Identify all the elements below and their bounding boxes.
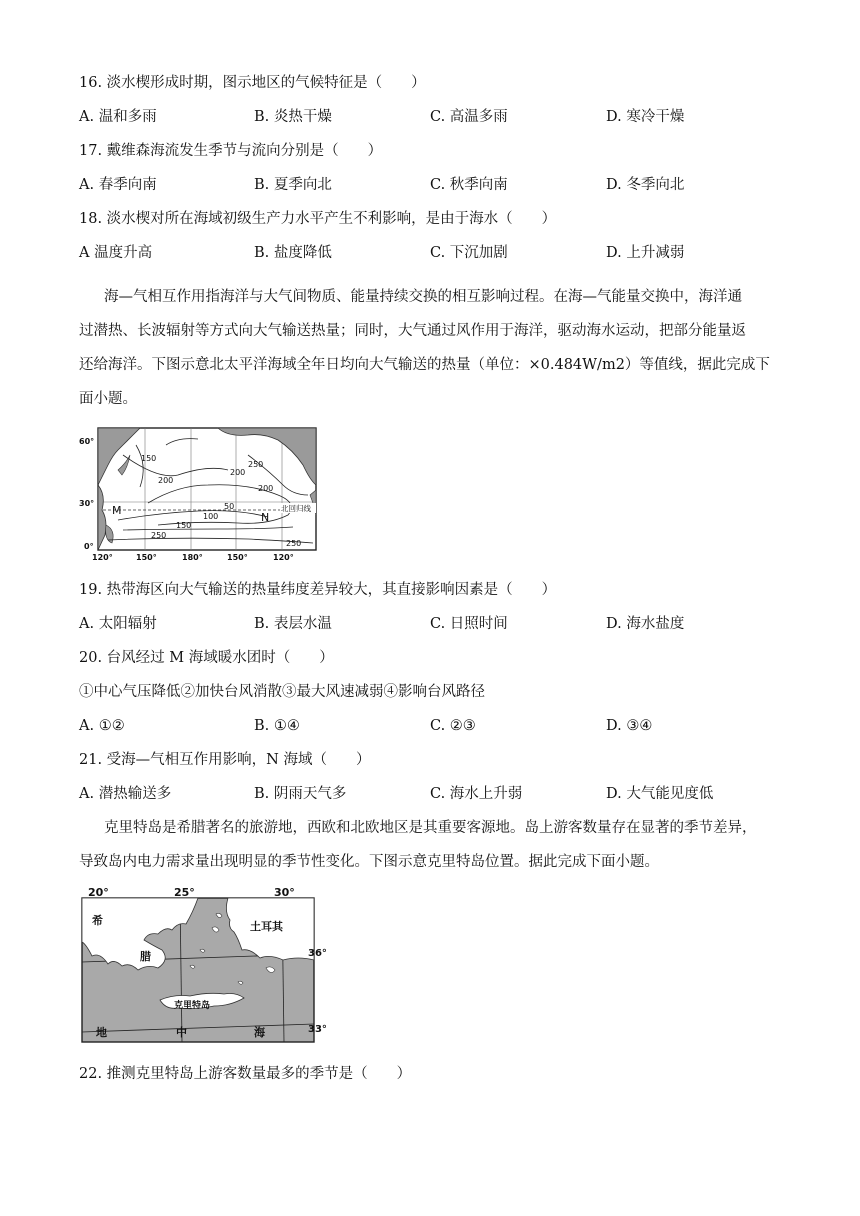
label-turkey: 土耳其 bbox=[250, 920, 283, 933]
lon-label: 120° bbox=[92, 553, 113, 562]
q18-option-d: D. 上升减弱 bbox=[606, 245, 685, 261]
label-med-2: 中 bbox=[176, 1026, 187, 1039]
q17-option-c: C. 秋季向南 bbox=[430, 177, 508, 193]
passage1-line-3: 还给海洋。下图示意北太平洋海域全年日均向大气输送的热量（单位：×0.484W/m2）等值线，据此完成下 bbox=[79, 357, 770, 373]
contour-label: 200 bbox=[158, 476, 174, 485]
label-med-1: 地 bbox=[96, 1026, 107, 1039]
label-med-3: 海 bbox=[254, 1026, 265, 1039]
q21-option-d: D. 大气能见度低 bbox=[606, 786, 714, 802]
q16-option-a: A. 温和多雨 bbox=[79, 109, 157, 125]
q19-option-a: A. 太阳辐射 bbox=[79, 616, 157, 632]
crete-location-map bbox=[78, 884, 338, 1048]
label-greece-1: 希 bbox=[92, 914, 103, 927]
north-pacific-heat-map bbox=[78, 425, 318, 563]
passage1-line-4: 面小题。 bbox=[79, 391, 137, 407]
lon-label: 120° bbox=[273, 553, 294, 562]
label-greece-2: 腊 bbox=[140, 950, 151, 963]
q16-option-c: C. 高温多雨 bbox=[430, 109, 508, 125]
q18-option-c: C. 下沉加剧 bbox=[430, 245, 508, 261]
q17-option-a: A. 春季向南 bbox=[79, 177, 157, 193]
q16-stem: 16. 淡水楔形成时期，图示地区的气候特征是（ ） bbox=[79, 75, 426, 91]
contour-label: 100 bbox=[203, 512, 219, 521]
lat-label: 30° bbox=[79, 499, 95, 508]
lon-label: 30° bbox=[274, 886, 295, 899]
lon-label: 20° bbox=[88, 886, 109, 899]
q16-option-b: B. 炎热干燥 bbox=[254, 109, 332, 125]
contour-label: 250 bbox=[286, 539, 302, 548]
contour-label: 150 bbox=[141, 454, 157, 463]
contour-label: 250 bbox=[248, 460, 264, 469]
point-label-n: N bbox=[261, 511, 270, 524]
contour-label: 200 bbox=[258, 484, 274, 493]
q20-statements: ①中心气压降低②加快台风消散③最大风速减弱④影响台风路径 bbox=[79, 684, 485, 700]
q20-option-b: B. ①④ bbox=[254, 718, 300, 734]
lat-label: 36° bbox=[308, 948, 327, 959]
contour-label: 250 bbox=[151, 531, 167, 540]
q18-stem: 18. 淡水楔对所在海域初级生产力水平产生不利影响，是由于海水（ ） bbox=[79, 211, 557, 227]
passage2-line-1: 克里特岛是希腊著名的旅游地，西欧和北欧地区是其重要客源地。岛上游客数量存在显著的季节差异， bbox=[104, 820, 757, 836]
q21-option-c: C. 海水上升弱 bbox=[430, 786, 523, 802]
lat-label: 33° bbox=[308, 1024, 327, 1035]
q17-option-b: B. 夏季向北 bbox=[254, 177, 332, 193]
q17-option-d: D. 冬季向北 bbox=[606, 177, 685, 193]
q18-option-b: B. 盐度降低 bbox=[254, 245, 332, 261]
passage1-line-2: 过潜热、长波辐射等方式向大气输送热量；同时，大气通过风作用于海洋，驱动海水运动，把部分能量返 bbox=[79, 323, 746, 339]
q19-option-b: B. 表层水温 bbox=[254, 616, 332, 632]
lon-label: 150° bbox=[227, 553, 248, 562]
q16-option-d: D. 寒冷干燥 bbox=[606, 109, 685, 125]
point-label-m: M bbox=[112, 504, 122, 517]
q20-option-a: A. ①② bbox=[79, 718, 125, 734]
tropic-of-cancer-label: 北回归线 bbox=[281, 504, 311, 513]
passage2-line-2: 导致岛内电力需求量出现明显的季节性变化。下图示意克里特岛位置。据此完成下面小题。 bbox=[79, 854, 659, 870]
label-crete: 克里特岛 bbox=[174, 1001, 211, 1011]
q21-stem: 21. 受海—气相互作用影响，N 海域（ ） bbox=[79, 752, 371, 768]
contour-label: 50 bbox=[224, 502, 235, 511]
lat-label: 0° bbox=[84, 542, 94, 551]
q17-stem: 17. 戴维森海流发生季节与流向分别是（ ） bbox=[79, 143, 383, 159]
lon-label: 180° bbox=[182, 553, 203, 562]
q20-option-d: D. ③④ bbox=[606, 718, 653, 734]
q21-option-a: A. 潜热输送多 bbox=[79, 786, 172, 802]
lon-label: 150° bbox=[136, 553, 157, 562]
q19-option-c: C. 日照时间 bbox=[430, 616, 508, 632]
contour-label: 150 bbox=[176, 521, 192, 530]
q18-option-a: A 温度升高 bbox=[79, 245, 153, 261]
q20-stem: 20. 台风经过 M 海域暖水团时（ ） bbox=[79, 650, 334, 666]
q22-stem: 22. 推测克里特岛上游客数量最多的季节是（ ） bbox=[79, 1066, 412, 1082]
lat-label: 60° bbox=[79, 437, 95, 446]
passage1-line-1: 海—气相互作用指海洋与大气间物质、能量持续交换的相互影响过程。在海—气能量交换中，海洋通 bbox=[104, 289, 742, 305]
contour-label: 200 bbox=[230, 468, 246, 477]
q20-option-c: C. ②③ bbox=[430, 718, 476, 734]
lon-label: 25° bbox=[174, 886, 195, 899]
q19-stem: 19. 热带海区向大气输送的热量纬度差异较大，其直接影响因素是（ ） bbox=[79, 582, 557, 598]
q19-option-d: D. 海水盐度 bbox=[606, 616, 685, 632]
q21-option-b: B. 阴雨天气多 bbox=[254, 786, 347, 802]
